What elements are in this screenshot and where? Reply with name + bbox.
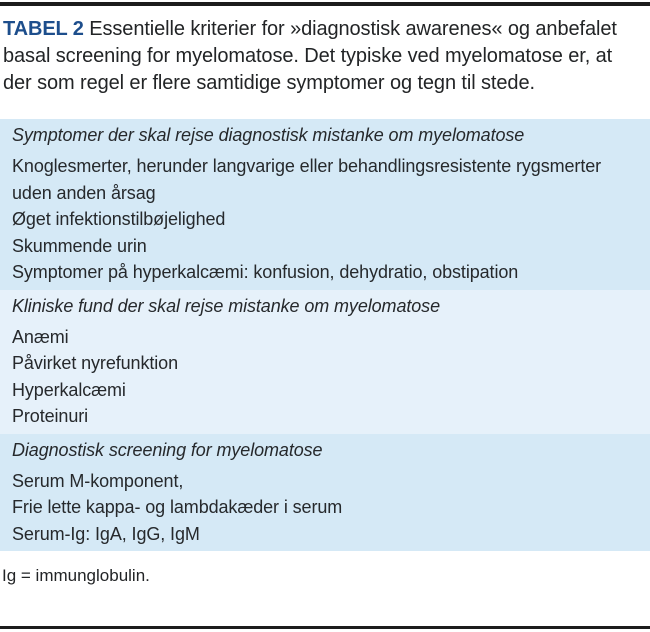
section-diagnostisk-screening-header: Diagnostisk screening for myelomatose [12, 439, 323, 460]
table-caption-text: Essentielle kriterier for »diagnostisk awarenes« og anbefalet basal screening for myelomatose. Det typiske ved myelomatose er, at der som regel er flere samtidige symptomer og tegn til stede. [3, 18, 617, 94]
top-rule [0, 2, 650, 6]
table-caption [0, 0, 650, 97]
table-row: Øget infektionstilbøjelighed [12, 209, 226, 229]
table-caption-label: TABEL 2 [3, 18, 84, 40]
table-row: Proteinuri [12, 406, 89, 426]
table-row: Skummende urin [12, 235, 147, 256]
table-row: Knoglesmerter, herunder langvarige eller behandlingsresistente rygsmerter uden anden årsag [12, 156, 602, 203]
bottom-rule [0, 626, 650, 629]
section-symptomer-header: Symptomer der skal rejse diagnostisk mistanke om myelomatose [12, 125, 525, 145]
table-row: Symptomer på hyperkalcæmi: konfusion, dehydratio, obstipation [12, 262, 519, 282]
section-symptomer [0, 119, 650, 290]
section-diagnostisk-screening [0, 434, 650, 552]
section-kliniske-fund [0, 290, 650, 434]
section-diagnostisk-screening-rows [12, 468, 638, 548]
table-row: Serum-Ig: IgA, IgG, IgM [12, 523, 200, 544]
table-row: Frie lette kappa- og lambdakæder i serum [12, 497, 343, 517]
section-symptomer-rows [12, 153, 638, 286]
table-row: Påvirket nyrefunktion [12, 353, 178, 373]
footnote: Ig = immunglobulin. [2, 566, 150, 585]
table-row: Anæmi [12, 326, 69, 347]
section-kliniske-fund-header: Kliniske fund der skal rejse mistanke om myelomatose [12, 295, 440, 316]
table-row: Serum M-komponent, [12, 470, 184, 491]
table-row: Hyperkalcæmi [12, 379, 126, 400]
criteria-table [0, 119, 650, 551]
section-kliniske-fund-rows [12, 324, 638, 430]
